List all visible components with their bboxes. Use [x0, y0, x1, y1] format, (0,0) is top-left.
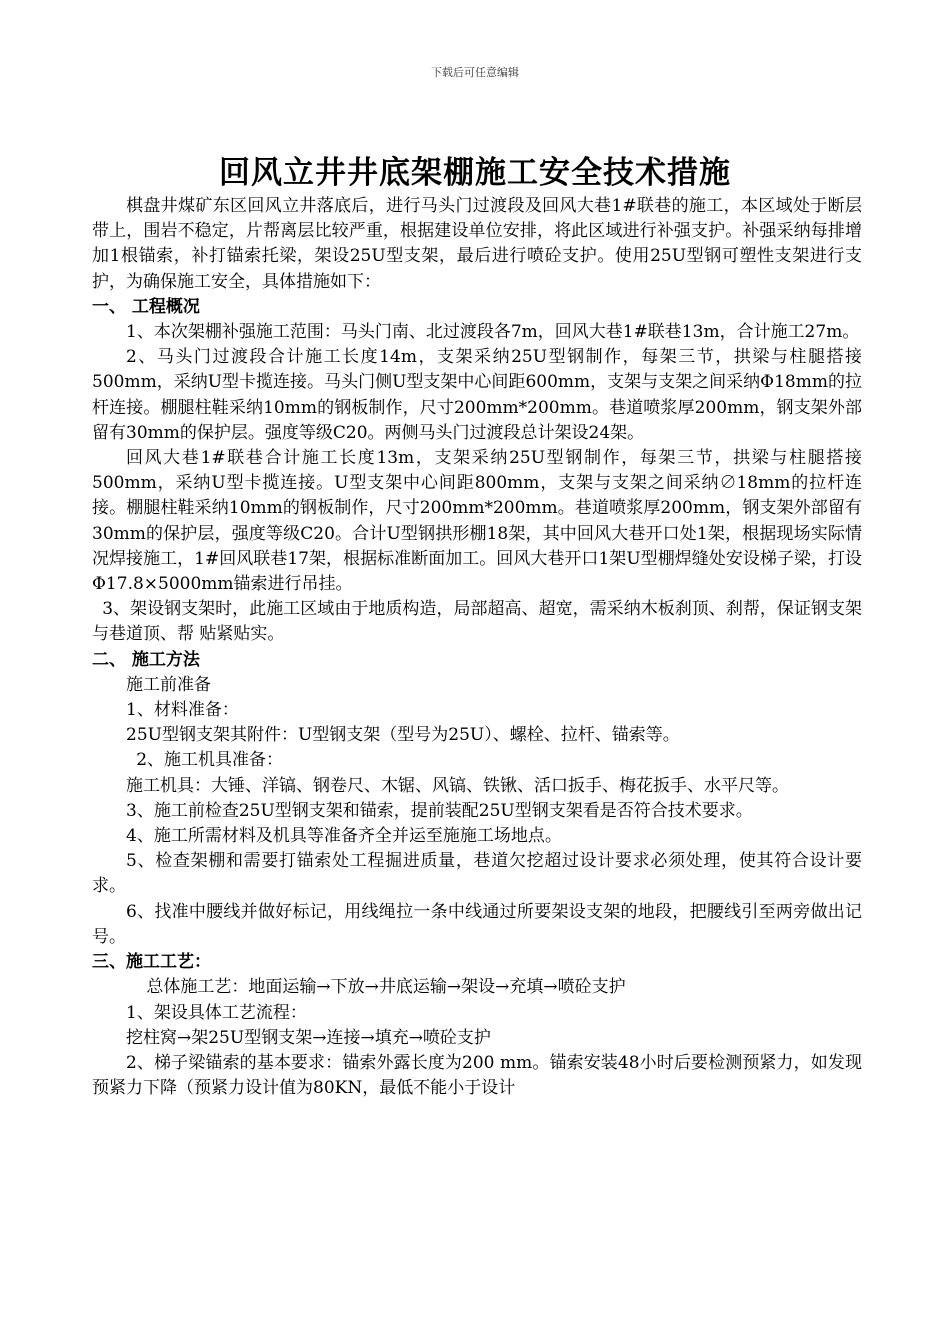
paragraph: 5、检查架棚和需要打锚索处工程掘进质量，巷道欠挖超过设计要求必须处理，使其符合设计要求。	[92, 851, 862, 897]
section-heading-2: 二、 施工方法	[92, 649, 200, 670]
paragraph: 施工机具：大锤、洋镐、钢卷尺、木锯、风镐、铁锹、活口扳手、梅花扳手、水平尺等。	[126, 775, 789, 796]
paragraph: 1、架设具体工艺流程：	[126, 1002, 307, 1023]
paragraph: 25U型钢支架其附件：U型钢支架（型号为25U）、螺栓、拉杆、锚索等。	[126, 725, 680, 746]
paragraph: 6、找准中腰线并做好标记，用线绳拉一条中线通过所要架设支架的地段，把腰线引至两旁做出记号。	[92, 901, 862, 947]
document-body	[92, 194, 862, 1101]
section-heading-1: 一、 工程概况	[92, 296, 200, 317]
paragraph: 施工前准备	[126, 674, 211, 695]
paragraph: 3、架设钢支架时，此施工区域由于地质构造，局部超高、超宽，需采纳木板刹顶、刹帮，保证钢支架与巷道顶、帮 贴紧贴实。	[92, 599, 862, 645]
paragraph: 1、本次架棚补强施工范围：马头门南、北过渡段各7m，回风大巷1#联巷13m，合计施工27m。	[126, 322, 860, 343]
intro-paragraph: 棋盘井煤矿东区回风立井落底后，进行马头门过渡段及回风大巷1#联巷的施工，本区域处于断层带上，围岩不稳定，片帮离层比较严重，根据建设单位安排，将此区域进行补强支护。补强采纳每排增加1根锚索，补打锚索托梁，架设25U型支架，最后进行喷砼支护。使用25U型钢可塑性支架进行支护，为确保施工安全，具体措施如下：	[92, 196, 862, 292]
paragraph: 4、施工所需材料及机具等准备齐全并运至施施工场地点。	[126, 826, 562, 847]
paragraph: 回风大巷1#联巷合计施工长度13m，支架采纳25U型钢制作，每架三节，拱梁与柱腿搭接500mm，采纳U型卡揽连接。U型支架中心间距800mm，支架与支架之间采纳∅18mm的拉杆连接。棚腿柱鞋采纳10mm的钢板制作，尺寸200mm*200mm。巷道喷浆厚200mm，钢支架外部留有30mm的保护层，强度等级C20。合计U型钢拱形棚18架，其中回风大巷开口处1架，根据现场实际情况焊接施工，1#回风联巷17架，根据标准断面加工。回风大巷开口1架U型棚焊缝处安设梯子梁，打设Φ17.8×5000mm锚索进行吊挂。	[92, 448, 862, 595]
paragraph: 2、马头门过渡段合计施工长度14m，支架采纳25U型钢制作，每架三节，拱梁与柱腿搭接500mm，采纳U型卡揽连接。马头门侧U型支架中心间距600mm，支架与支架之间采纳Φ18mm的拉杆连接。棚腿柱鞋采纳10mm的钢板制作，尺寸200mm*200mm。巷道喷浆厚200mm，钢支架外部留有30mm的保护层。强度等级C20。两侧马头门过渡段总计架设24架。	[92, 347, 862, 443]
paragraph: 2、梯子梁锚索的基本要求：锚索外露长度为200 mm。锚索安装48小时后要检测预紧力，如发现预紧力下降（预紧力设计值为80KN，最低不能小于设计	[92, 1052, 862, 1099]
paragraph: 挖柱窝→架25U型钢支架→连接→填充→喷砼支护	[126, 1027, 491, 1048]
paragraph: 总体施工艺：地面运输→下放→井底运输→架设→充填→喷砼支护	[146, 977, 626, 998]
section-heading-3: 三、施工工艺：	[92, 952, 211, 973]
header-note: 下载后可任意编辑	[431, 66, 519, 79]
paragraph: 2、施工机具准备：	[136, 750, 284, 771]
paragraph: 1、材料准备：	[126, 700, 239, 721]
paragraph: 3、施工前检查25U型钢支架和锚索，提前装配25U型钢支架看是否符合技术要求。	[126, 800, 753, 821]
document-title: 回风立井井底架棚施工安全技术措施	[219, 155, 731, 191]
